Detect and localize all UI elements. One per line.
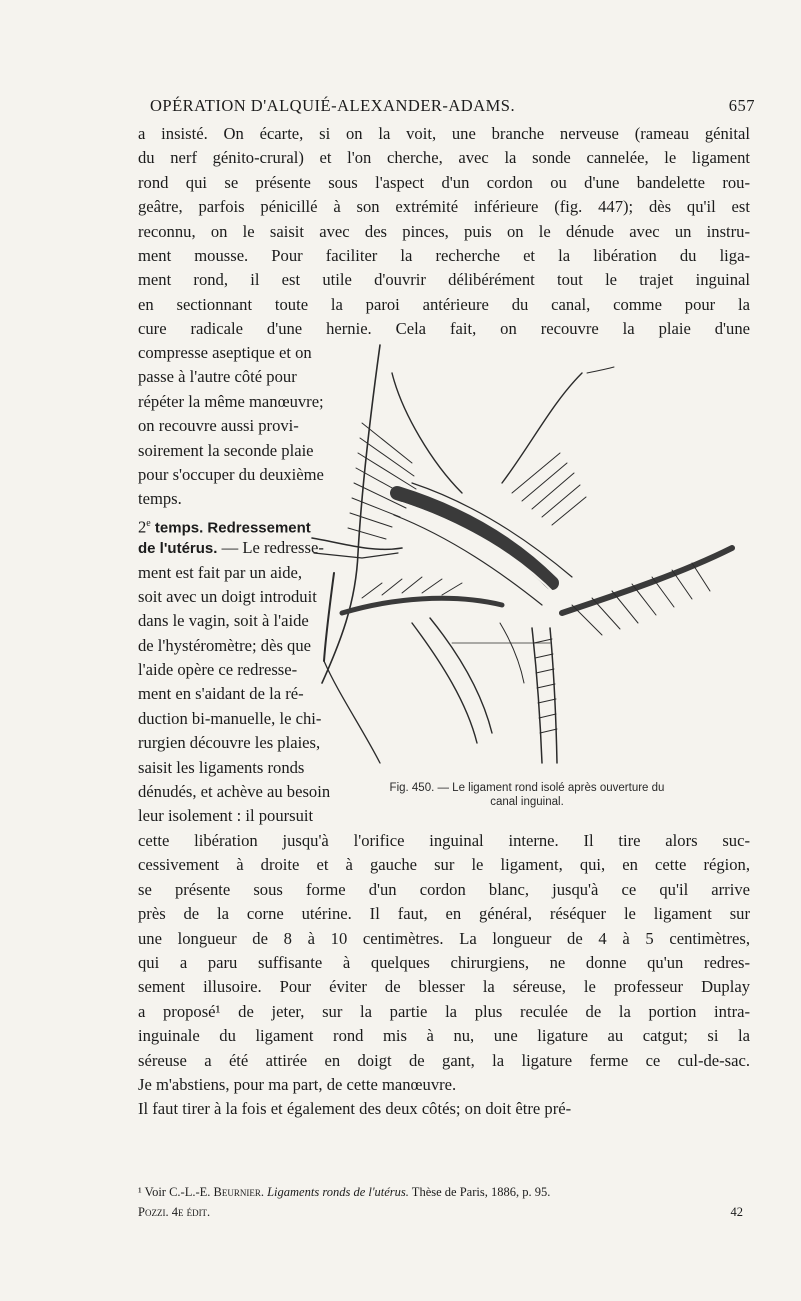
column-text-line: pour s'occuper du deuxième xyxy=(138,464,324,484)
text-column-beside-figure xyxy=(138,341,331,829)
footer-edition: Pozzi. 4e édit. xyxy=(138,1205,211,1219)
column-text-line: soit avec un doigt introduit xyxy=(138,586,317,606)
body-text-line: ment rond, il est utile d'ouvrir délibérément tout le trajet inguinal xyxy=(138,270,750,290)
footnote: ¹ Voir C.-L.-E. Beurnier. Ligaments ronds de l'utérus. Thèse de Paris, 1886, p. 95. xyxy=(138,1185,551,1199)
column-text-line: dans le vagin, soit à l'aide xyxy=(138,611,309,631)
footer-signature: 42 xyxy=(730,1205,743,1219)
page-number: 657 xyxy=(728,96,755,115)
body-text-line: rond qui se présente sous l'aspect d'un cordon ou d'une bandelette rou- xyxy=(138,172,750,192)
column-text-line: duction bi-manuelle, le chi- xyxy=(138,708,322,728)
column-text-line: l'aide opère ce redresse- xyxy=(138,660,298,680)
body-text-line: a proposé¹ de jeter, sur la partie la plus reculée de la portion intra- xyxy=(138,1001,750,1021)
column-text-line: on recouvre aussi provi- xyxy=(138,416,299,436)
body-text-line: inguinale du ligament rond mis à nu, une ligature au catgut; si la xyxy=(138,1026,750,1046)
body-text-line: cure radicale d'une hernie. Cela fait, on recouvre la plaie d'une xyxy=(138,319,750,339)
column-text-line: temps. xyxy=(138,489,182,509)
section-heading-line-1: 2e temps. Redressement xyxy=(138,517,311,537)
figure-caption: Fig. 450. — Le ligament rond isolé après ouverture du canal inguinal. xyxy=(389,782,665,808)
body-text-line: reconnu, on le saisit avec des pinces, puis on le dénude avec un instru- xyxy=(138,221,750,241)
running-title: OPÉRATION D'ALQUIÉ-ALEXANDER-ADAMS. xyxy=(150,96,516,115)
body-text-line: séreuse a été attirée en doigt de gant, la ligature ferme ce cul-de-sac. xyxy=(138,1050,750,1070)
column-text-line: soirement la seconde plaie xyxy=(138,440,314,460)
column-text-line: ment en s'aidant de la ré- xyxy=(138,684,304,704)
column-text-line: compresse aseptique et on xyxy=(138,343,312,362)
section-heading: temps. Redressement xyxy=(154,519,311,537)
body-text-line: sement illusoire. Pour éviter de blesser la séreuse, le professeur Duplay xyxy=(138,977,750,997)
body-text-line: une longueur de 8 à 10 centimètres. La longueur de 4 à 5 centimètres, xyxy=(138,928,750,948)
body-text-line: près de la corne utérine. Il faut, en général, réséquer le ligament sur xyxy=(138,904,750,924)
footnote-title: Ligaments ronds de l'utérus. xyxy=(263,1185,409,1199)
body-text-line: cessivement à droite et à gauche sur le ligament, qui, en cette région, xyxy=(138,855,750,875)
footnote-author: Beurnier. xyxy=(213,1185,264,1199)
figure-ligament-illustration xyxy=(302,343,757,783)
body-text-line: en sectionnant toute la paroi antérieure du canal, comme pour la xyxy=(138,294,750,314)
column-text-line: dénudés, et achève au besoin xyxy=(138,782,331,802)
column-text-line: passe à l'autre côté pour xyxy=(138,367,297,387)
column-text-line: répéter la même manœuvre; xyxy=(138,391,324,411)
section-heading-line-2: de l'utérus. — Le redresse- xyxy=(138,538,324,558)
column-text-line: saisit les ligaments ronds xyxy=(138,757,305,777)
body-text-line: du nerf génito-crural) et l'on cherche, avec la sonde cannelée, le ligament xyxy=(138,148,750,168)
page-footer xyxy=(138,1205,743,1221)
body-text-line: a insisté. On écarte, si on la voit, une branche nerveuse (rameau génital xyxy=(138,124,750,143)
skin-edge-left xyxy=(322,345,380,683)
column-text-line: de l'hystéromètre; dès que xyxy=(138,635,312,655)
paragraph-bottom xyxy=(138,829,750,1122)
paragraph-top xyxy=(138,122,750,342)
body-text-line: cette libération jusqu'à l'orifice inguinal interne. Il tire alors suc- xyxy=(138,831,750,850)
column-text-line: leur isolement : il poursuit xyxy=(138,806,314,826)
column-text-line: ment est fait par un aide, xyxy=(138,562,303,582)
running-header xyxy=(130,96,755,118)
column-text-line: rurgien découvre les plaies, xyxy=(138,733,321,753)
body-text-line: geâtre, parfois pénicillé à son extrémité inférieure (fig. 447); dès qu'il est xyxy=(138,197,750,217)
body-text-line: qui a paru suffisante à quelques chirurgiens, ne donne qu'un redres- xyxy=(138,952,750,972)
engraving-illustration xyxy=(302,343,757,783)
body-text-line: Il faut tirer à la fois et également des deux côtés; on doit être pré- xyxy=(138,1099,572,1119)
body-text-line: Je m'abstiens, pour ma part, de cette manœuvre. xyxy=(138,1074,457,1094)
body-text-line: se présente sous forme d'un cordon blanc, jusqu'à ce qu'il arrive xyxy=(138,879,750,899)
body-text-line: ment mousse. Pour faciliter la recherche et la libération du liga- xyxy=(138,245,750,265)
